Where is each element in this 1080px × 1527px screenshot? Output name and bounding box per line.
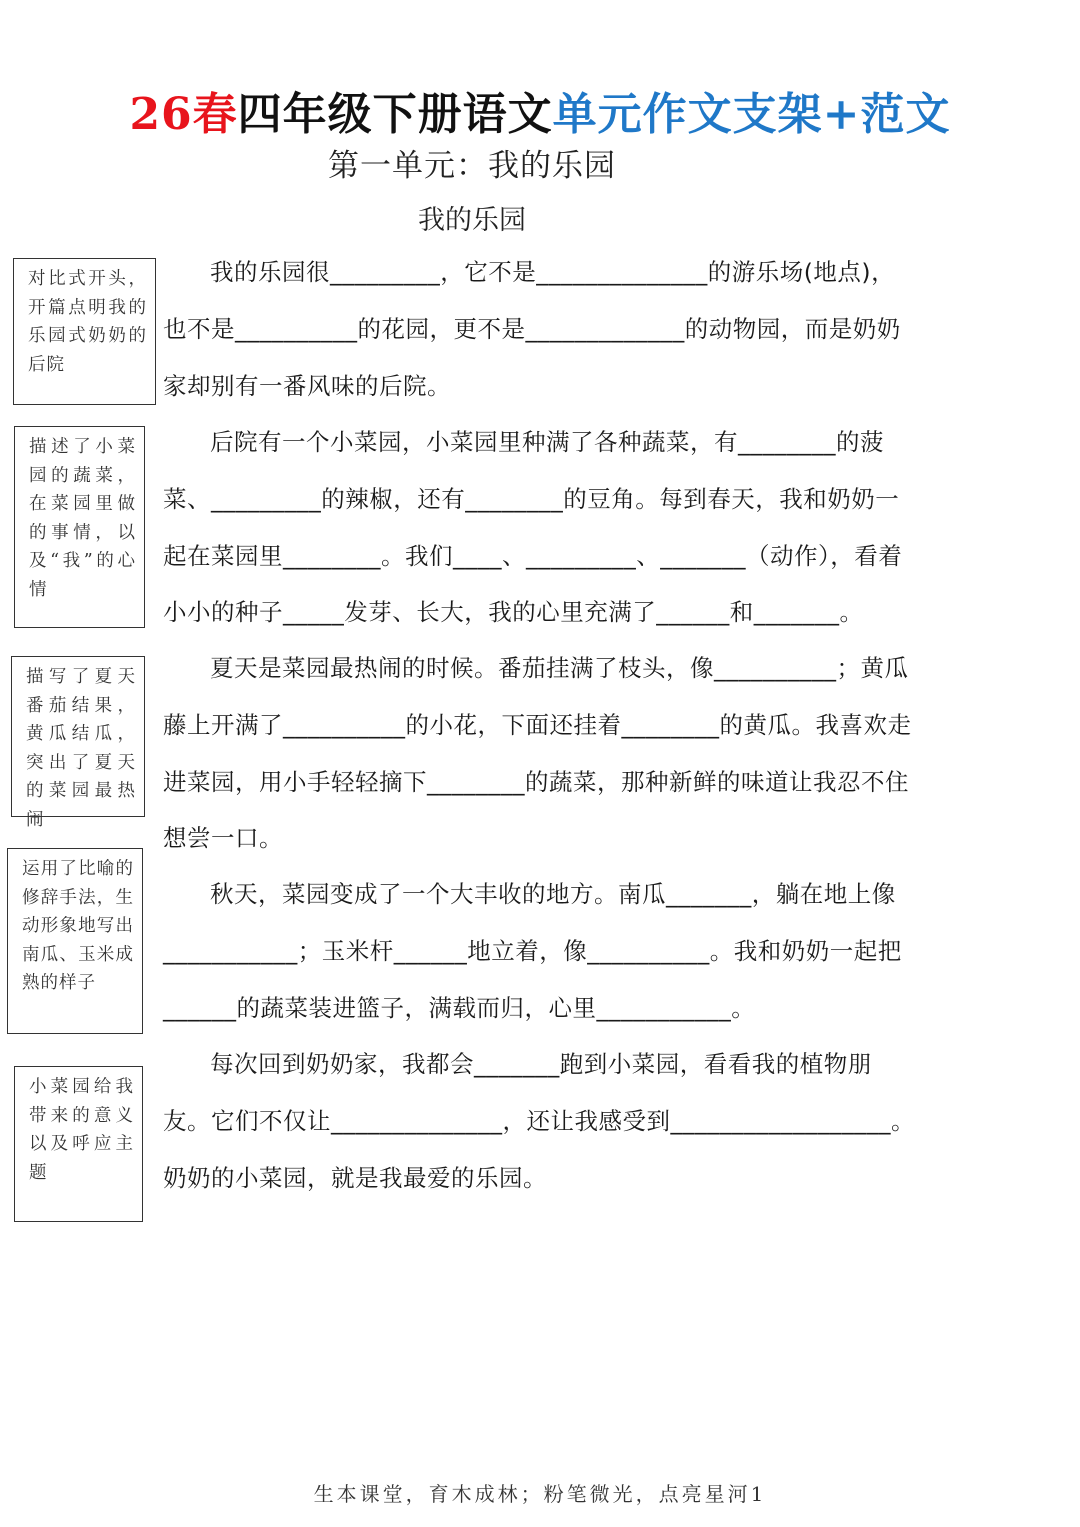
paragraph-ending: 每次回到奶奶家，我都会_______跑到小菜园，看看我的植物朋友。它们不仅让______________，还让我感受到__________________。奶奶的小菜园，就是我最爱的乐园。 bbox=[163, 1050, 915, 1192]
side-note-summer: 描写了夏天番茄结果，黄瓜结瓜，突出了夏天的菜园最热闹 bbox=[11, 656, 145, 817]
paragraph-spring: 后院有一个小菜园，小菜园里种满了各种蔬菜，有________的菠菜、_________的辣椒，还有________的豆角。每到春天，我和奶奶一起在菜园里________。我们____、_________、_______（动作），看着小小的种子_____发芽、长大，我的心里充满了______和_______。 bbox=[163, 428, 903, 627]
essay-title: 我的乐园 bbox=[418, 205, 526, 236]
paragraph-summer: 夏天是菜园最热闹的时候。番茄挂满了枝头，像__________；黄瓜藤上开满了__________的小花，下面还挂着________的黄瓜。我喜欢走进菜园，用小手轻轻摘下________的蔬菜，那种新鲜的味道让我忍不住想尝一口。 bbox=[163, 654, 912, 853]
paragraph-opening: 我的乐园很_________，它不是______________的游乐场(地点)，也不是__________的花园，更不是_____________的动物园，而是奶奶家却别有一番风味的后院。 bbox=[163, 258, 901, 400]
side-note-autumn: 运用了比喻的修辞手法，生动形象地写出南瓜、玉米成熟的样子 bbox=[7, 848, 143, 1034]
title-topic: 单元作文支架+范文 bbox=[552, 89, 951, 140]
page-footer: 生本课堂，育木成林；粉笔微光，点亮星河1 bbox=[313, 1482, 767, 1506]
paragraph-autumn: 秋天，菜园变成了一个大丰收的地方。南瓜_______，躺在地上像___________；玉米杆______地立着，像__________。我和奶奶一起把______的蔬菜装进篮子，满载而归，心里___________。 bbox=[163, 880, 902, 1022]
document-title bbox=[0, 78, 1080, 142]
side-note-opening: 对比式开头，开篇点明我的乐园式奶奶的后院 bbox=[13, 258, 156, 405]
side-note-ending: 小菜园给我带来的意义以及呼应主题 bbox=[14, 1066, 143, 1222]
title-grade: 四年级下册语文 bbox=[237, 89, 553, 140]
title-year: 26春 bbox=[129, 89, 238, 140]
unit-title: 第一单元：我的乐园 bbox=[328, 148, 616, 184]
side-note-spring: 描述了小菜园的蔬菜，在菜园里做的事情，以及“我”的心情 bbox=[14, 426, 145, 628]
